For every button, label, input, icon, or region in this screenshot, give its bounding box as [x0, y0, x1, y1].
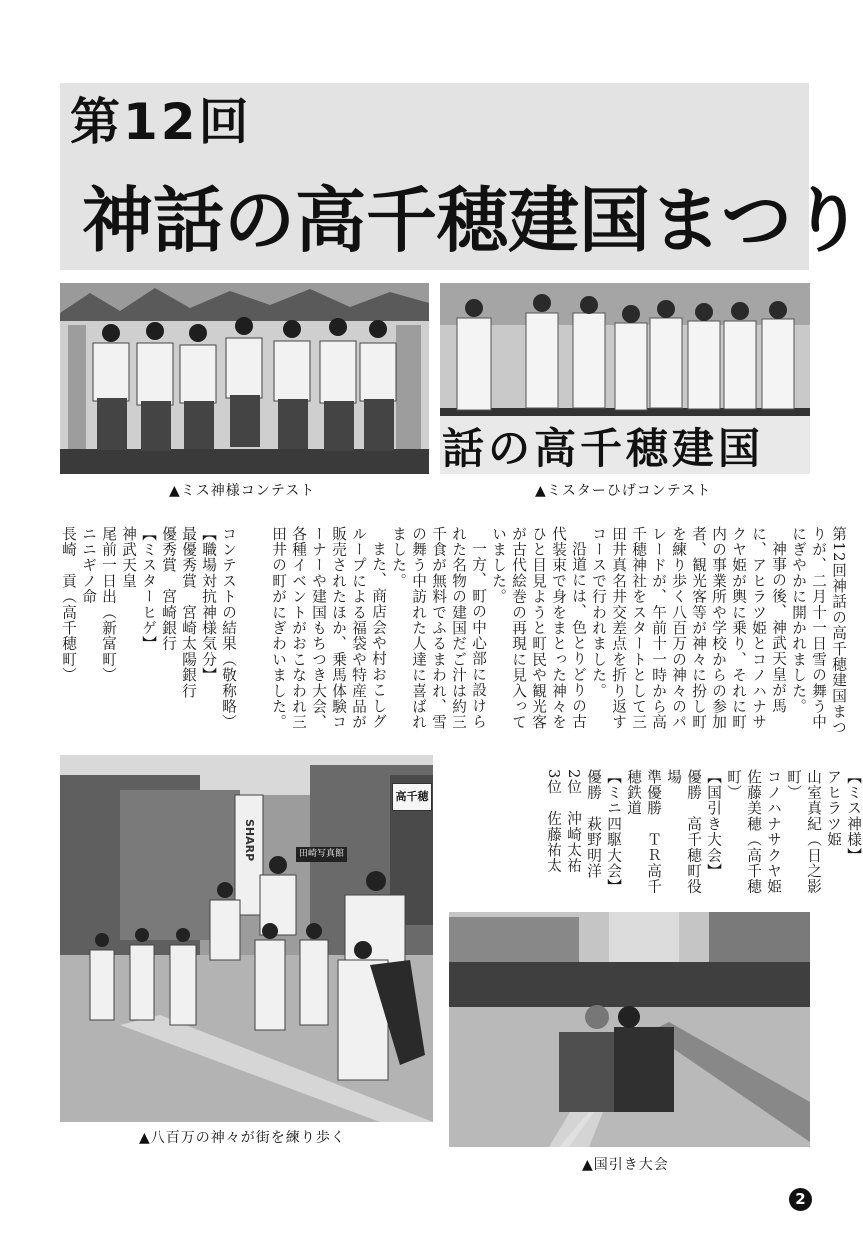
title-edition: 第12回: [70, 93, 252, 151]
contest-results: [58, 526, 238, 740]
result-line: 【ミニ四駆大会】: [605, 769, 622, 895]
results-title: コンテストの結果（敬称略）: [220, 526, 237, 731]
photo-mister-hige-caption: ▲ミスターひげコンテスト: [535, 483, 712, 499]
result-line: 優秀賞 宮崎銀行: [160, 526, 177, 652]
result-line: 【国引き大会】: [705, 769, 722, 879]
article-body: [268, 526, 848, 740]
photo-parade: [60, 755, 433, 1122]
photo-shop-sign: 田崎写真館: [296, 847, 347, 862]
article-paragraph: 一方、町の中心部に設けられた名物の建国だご汁は約三千食が無料でふるまわれ、雪の舞う中訪れた人達に喜ばれました。: [390, 526, 487, 731]
result-line: 佐藤美穂（高千穂町）: [725, 769, 762, 895]
result-line: 3位 佐藤祐太: [545, 769, 562, 874]
photo-kunibiki: [449, 912, 810, 1147]
results-miss-kamisama-list: [543, 769, 863, 899]
result-line: 神武天皇: [120, 526, 137, 589]
article-paragraph: また、商店会や村おこしグループによる福袋や特産品が販売されたほか、乗馬体験コーナーや建国もちつき大会、各種イベントがおこなわれ三田井の町がにぎわいました。: [270, 526, 387, 731]
result-line: ニニギノ命: [80, 526, 97, 605]
page-title: 神話の高千穂建国まつり: [82, 179, 863, 262]
result-line: 【職場対抗神様気分】: [200, 526, 217, 683]
photo-banner-text: 話の高千穂建国: [442, 424, 765, 473]
result-line: 【ミス神様】: [845, 769, 862, 864]
result-line: コノハナサクヤ姫: [765, 769, 782, 895]
photo-sign-text: 高千穂: [392, 783, 432, 811]
photo-mister-hige: [440, 283, 810, 474]
result-line: 優勝 萩野明洋: [585, 769, 602, 879]
article-paragraph: 沿道には、色とりどりの古代装束で身をまとった神々をひと目見ようと町民や観光客が古代絵巻の再現に見入っていました。: [490, 526, 587, 731]
photo-kunibiki-caption: ▲国引き大会: [582, 1157, 669, 1173]
result-line: 最優秀賞 宮崎太陽銀行: [180, 526, 197, 699]
result-line: 長崎 貢（高千穂町）: [60, 526, 77, 683]
page-number: 2: [789, 1188, 812, 1211]
result-line: 【ミスターヒゲ】: [140, 526, 157, 652]
photo-parade-caption: ▲八百万の神々が街を練り歩く: [139, 1130, 346, 1146]
result-line: 山室真紀（日之影町）: [785, 769, 822, 895]
result-line: 優勝 高千穂町役場: [665, 769, 702, 895]
article-paragraph: 第12回神話の高千穂建国まつりが、二月十一日雪の舞う中にぎやかに開かれました。: [790, 526, 847, 736]
photo-store-sign: SHARP: [243, 819, 256, 862]
result-line: 2位 沖崎太祐: [565, 769, 582, 874]
photo-miss-kamisama-caption: ▲ミス神様コンテスト: [169, 483, 316, 499]
result-line: 準優勝 ＴＲ高千穂鉄道: [625, 769, 662, 895]
title-banner: [60, 83, 863, 270]
result-line: 尾前一日出（新富町）: [100, 526, 117, 683]
result-line: アヒラツ姫: [825, 769, 842, 848]
article-paragraph: 神事の後、神武天皇が馬に、アヒラツ姫とコノハナサクヤ姫が輿に乗り、それに町内の事業所や学校からの参加者、観光客等が神々に扮し町を練り歩く八百万の神々のパレードが、午前十一時から高千穂神社をスタートとして三田井真名井交差点を折り返すコースで行われました。: [590, 526, 787, 731]
photo-miss-kamisama: [60, 283, 429, 474]
